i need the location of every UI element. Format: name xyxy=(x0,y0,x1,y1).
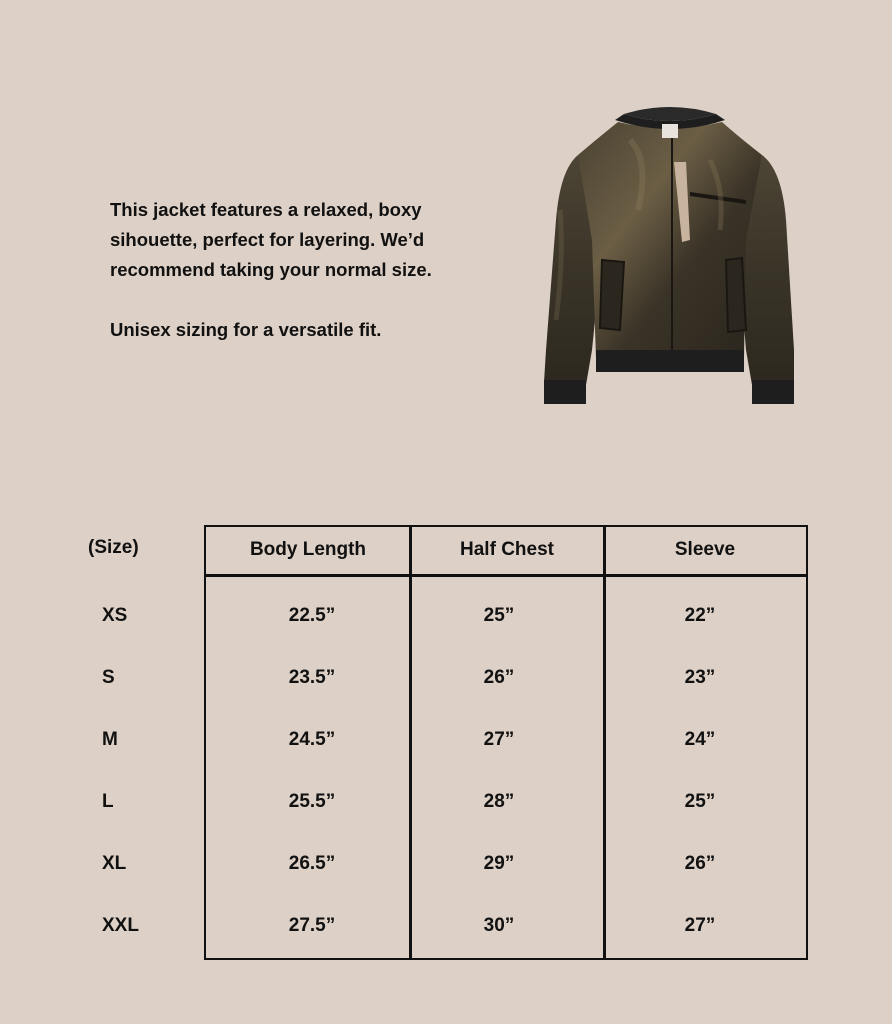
body-length-cell: 25.5” xyxy=(288,791,336,812)
left-cuff xyxy=(544,380,586,404)
description-line-4: Unisex sizing for a versatile fit. xyxy=(110,319,382,340)
product-image xyxy=(520,100,820,420)
sleeve-cell: 25” xyxy=(684,791,716,812)
description-line-2: sihouette, perfect for layering. We’d xyxy=(110,229,425,250)
size-label: XL xyxy=(102,853,127,874)
description-line-1: This jacket features a relaxed, boxy xyxy=(110,199,422,220)
column-header-half-chest: Half Chest xyxy=(460,539,554,560)
half-chest-cell: 29” xyxy=(483,853,515,874)
product-description xyxy=(110,195,490,345)
sleeve-cell: 27” xyxy=(684,915,716,936)
body-length-cell: 23.5” xyxy=(288,667,336,688)
size-chart-table xyxy=(204,525,808,960)
body-length-cell: 26.5” xyxy=(288,853,336,874)
sleeve-cell: 24” xyxy=(684,729,716,750)
right-hand-pocket xyxy=(726,258,746,332)
half-chest-cell: 30” xyxy=(483,915,515,936)
header-divider xyxy=(206,574,806,577)
body-length-cell: 24.5” xyxy=(288,729,336,750)
size-column-header: (Size) xyxy=(88,537,139,558)
half-chest-cell: 27” xyxy=(483,729,515,750)
description-line-3: recommend taking your normal size. xyxy=(110,259,432,280)
column-header-body-length: Body Length xyxy=(249,539,367,560)
half-chest-cell: 26” xyxy=(483,667,515,688)
leather-bomber-jacket-icon xyxy=(520,100,820,420)
half-chest-cell: 28” xyxy=(483,791,515,812)
size-label: XS xyxy=(102,605,128,626)
size-label: S xyxy=(102,667,115,688)
left-hand-pocket xyxy=(600,260,624,330)
size-label: XXL xyxy=(102,915,139,936)
body-length-cell: 27.5” xyxy=(288,915,336,936)
column-header-sleeve: Sleeve xyxy=(674,539,736,560)
size-label: L xyxy=(102,791,114,812)
sleeve-cell: 23” xyxy=(684,667,716,688)
sleeve-cell: 26” xyxy=(684,853,716,874)
waist-rib xyxy=(596,350,744,372)
sleeve-cell: 22” xyxy=(684,605,716,626)
body-length-cell: 22.5” xyxy=(288,605,336,626)
right-cuff xyxy=(752,380,794,404)
half-chest-cell: 25” xyxy=(483,605,515,626)
size-label: M xyxy=(102,729,118,750)
